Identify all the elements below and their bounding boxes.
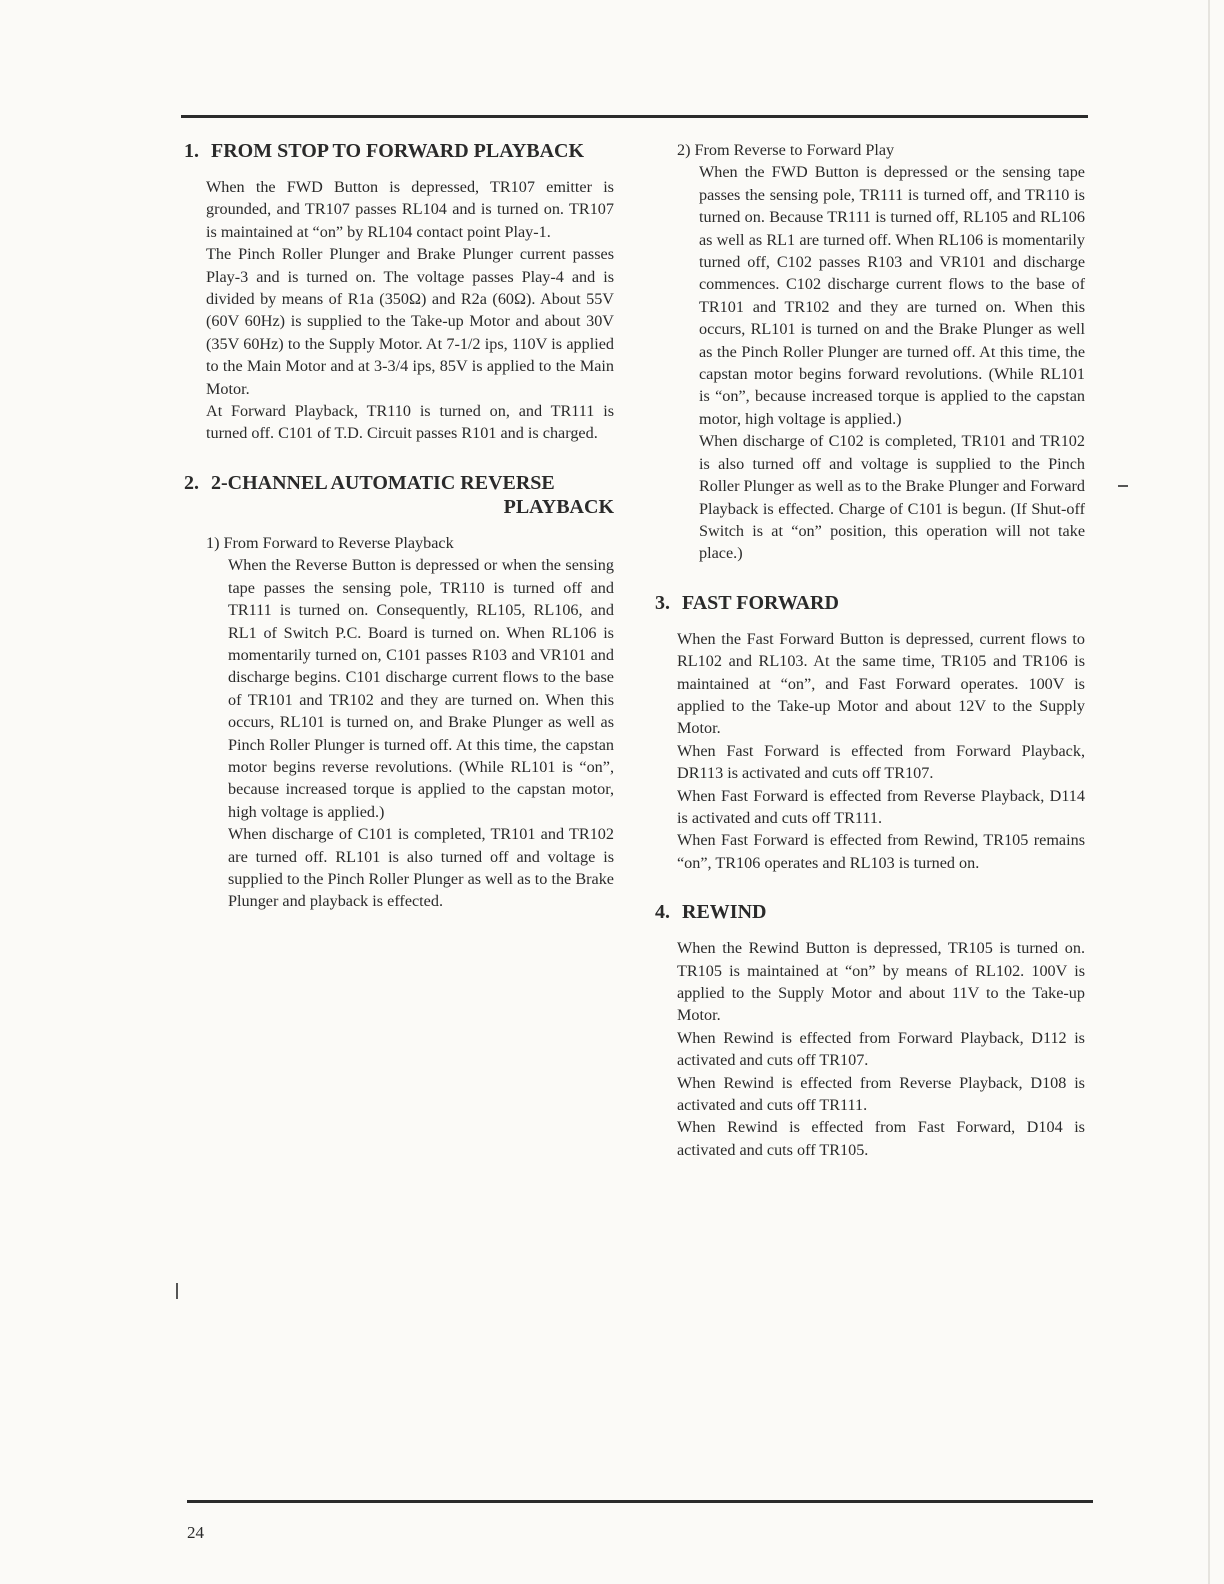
scan-speck [1118,485,1128,487]
section-3-paragraph: When the Fast Forward Button is depressed, current flows to RL102 and RL103. At the same time, TR105 and TR106 is maintained at “on”, and Fast Forward operates. 100V is applied to the Take-up Motor and about 12V to the Supply Motor. [677,629,1085,738]
subsection-2-title: 2) From Reverse to Forward Play [677,141,895,159]
right-column [655,139,1085,1161]
scan-speck [1208,0,1210,1584]
subsection-1-paragraph: When the Reverse Button is depressed or when the sensing tape passes the sensing pole, TR110 is turned off and TR111 is turned on. Consequently, RL105, RL106, and RL1 of Switch P.C. Board is turned on. When RL106 is momentarily turned on, C101 passes R103 and VR101 and discharge begins. C101 discharge current flows to the base of TR101 and TR102 and they are turned on. When this occurs, RL101 is turned on, and Brake Plunger as well as Pinch Roller Plunger is turned off. At this time, the capstan motor begins reverse revolutions. (While RL101 is “on”, because increased torque is applied to the capstan motor, high voltage is applied.) [228,556,614,821]
subsection-2-paragraph: When discharge of C102 is completed, TR101 and TR102 is also turned off and voltage is supplied to the Pinch Roller Plunger as well as to the Brake Plunger and Forward Playback is effected. Charge of C101 is begun. (If Shut-off Switch is at “on” position, this operation will not take place.) [699,432,1085,563]
section-4-paragraph: When the Rewind Button is depressed, TR105 is turned on. TR105 is maintained at “on” by means of RL102. 100V is applied to the Supply Motor and about 11V to the Take-up Motor. [677,939,1085,1025]
section-3-paragraph: When Fast Forward is effected from Reverse Playback, D114 is activated and cuts off TR111. [677,786,1085,827]
section-2-heading [184,471,614,519]
section-4-heading [655,900,1085,924]
section-4-title: REWIND [682,901,767,924]
section-3-title: FAST FORWARD [682,591,839,614]
scan-speck [176,1283,178,1299]
section-4-paragraph: When Rewind is effected from Forward Playback, D112 is activated and cuts off TR107. [677,1028,1085,1070]
section-1-paragraph: The Pinch Roller Plunger and Brake Plunger current passes Play-3 and is turned on. The voltage passes Play-4 and is divided by means of R1a (350Ω) and R2a (60Ω). About 55V (60V 60Hz) is supplied to the Take-up Motor and about 30V (35V 60Hz) to the Supply Motor. At 7-1/2 ips, 110V is applied to the Main Motor and at 3-3/4 ips, 85V is applied to the Main Motor. [206,245,614,398]
section-2-title-line1: 2-CHANNEL AUTOMATIC REVERSE [211,471,555,494]
section-3-number: 3. [655,591,670,614]
section-1-paragraph: When the FWD Button is depressed, TR107 emitter is grounded, and TR107 passes RL104 and is turned on. TR107 is maintained at “on” by RL104 contact point Play-1. [206,178,614,241]
section-1-paragraph: At Forward Playback, TR110 is turned on, and TR111 is turned off. C101 of T.D. Circuit passes R101 and is charged. [206,402,614,443]
subsection-2-paragraph: When the FWD Button is depressed or the sensing tape passes the sensing pole, TR111 is turned off, and TR110 is turned on. Because TR111 is turned off, RL105 and RL106 as well as RL1 are turned off. When RL106 is momentarily turned off, C102 passes R103 and VR101 and discharge commences. C102 discharge current flows to the base of TR101 and TR102 and they are turned on. When this occurs, RL101 is turned on and the Brake Plunger as well as the Pinch Roller Plunger are turned off. At this time, the capstan motor begins forward revolutions. (While RL101 is “on”, because increased torque is applied to the capstan motor, high voltage is applied.) [699,163,1085,428]
section-3-paragraph: When Fast Forward is effected from Forward Playback, DR113 is activated and cuts off TR107. [677,741,1085,783]
section-1-number: 1. [184,140,199,162]
section-1-heading [184,139,614,163]
section-4-paragraph: When Rewind is effected from Fast Forward, D104 is activated and cuts off TR105. [677,1118,1085,1159]
section-4-paragraph: When Rewind is effected from Reverse Playback, D108 is activated and cuts off TR111. [677,1073,1085,1115]
subsection-1-title: 1) From Forward to Reverse Playback [206,533,454,552]
section-1-title: FROM STOP TO FORWARD PLAYBACK [211,140,585,162]
top-rule [181,115,1088,118]
section-2-number: 2. [184,471,199,494]
left-column [184,139,614,913]
section-2-title-line2: PLAYBACK [503,495,614,518]
page-number: 24 [187,1523,204,1542]
bottom-rule [187,1500,1093,1503]
section-3-paragraph: When Fast Forward is effected from Rewind, TR105 remains “on”, TR106 operates and RL103 is turned on. [677,831,1085,872]
subsection-1-paragraph: When discharge of C101 is completed, TR101 and TR102 are turned off. RL101 is also turned off and voltage is supplied to the Pinch Roller Plunger as well as to the Brake Plunger and playback is effected. [228,825,614,911]
section-3-heading [655,591,1085,615]
section-4-number: 4. [655,901,670,924]
